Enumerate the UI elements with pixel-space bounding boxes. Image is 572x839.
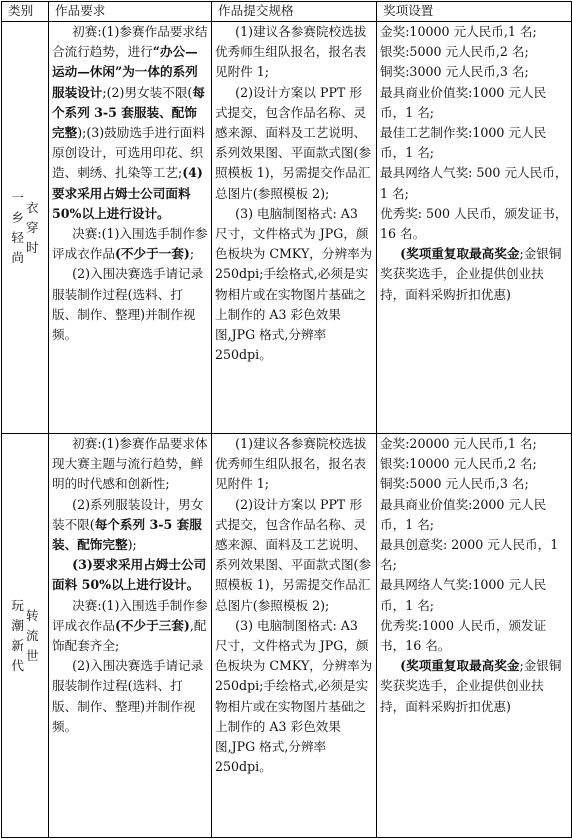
category-char: 衣 — [26, 199, 39, 215]
category-col-2 — [26, 606, 39, 666]
final-part: ,配饰配套齐全; — [52, 617, 207, 654]
specs-cell — [212, 22, 377, 434]
prelim-part: 初赛:(1)参赛作品要求结合流行趋势，进行 — [52, 24, 208, 60]
award-line: 金奖:10000 元人民币,1 名; — [380, 24, 537, 39]
final-text — [52, 224, 208, 264]
category-char: 尚 — [11, 249, 24, 265]
category-cell — [2, 434, 49, 838]
header-awards: 奖项设置 — [377, 2, 572, 22]
award-line: 最具商业价值奖:2000 元人民币，1 名; — [380, 496, 547, 532]
spec-1: (1)建议各参赛院校选拔优秀师生组队报名，报名表见附件 1; — [215, 436, 367, 492]
award-line: 最具网络人气奖: 500 元人民币，1 名; — [380, 165, 568, 201]
award-line: 金奖:20000 元人民币,1 名; — [380, 436, 537, 451]
final-part: 决赛:(1)入围选手制作参评成衣作品 — [52, 597, 208, 633]
category-col-1 — [11, 188, 24, 268]
category-char: 流 — [26, 627, 39, 643]
spec-2: (2)设计方案以 PPT 形式提交，包含作品名称、灵感来源、面料及工艺说明、系列效果图、平面款式图(参照模板 1)，另需提交作品汇总图片(参照模板 2); — [215, 84, 372, 201]
header-row — [2, 2, 572, 22]
spec-2: (2)设计方案以 PPT 形式提交，包含作品名称、灵感来源、面料及工艺说明、系列效果图、平面款式图(参照模板 1)，另需提交作品汇总图片(参照模板 2); — [215, 496, 372, 613]
category-col-1 — [11, 596, 24, 676]
category-char: 转 — [26, 607, 39, 623]
table-row — [2, 434, 572, 838]
award-note — [380, 656, 568, 717]
category-char: 轻 — [11, 229, 24, 245]
category-char: 世 — [26, 647, 39, 663]
requirements-cell — [49, 22, 212, 434]
award-note-bold: (奖项重复取最高奖金 — [400, 658, 520, 674]
prelim-bold: “办公—运动—休闲”为一体的系列服装设计 — [52, 44, 198, 100]
award-line: 最具创意奖: 2000 元人民币，1 名; — [380, 537, 559, 573]
award-line: 优秀奖:1000 人民币，颁发证书，16 名。 — [380, 617, 547, 654]
category-char: 时 — [26, 239, 39, 255]
prelim-text: 初赛:(1)参赛作品要求体现大赛主题与流行趋势，鲜明的时代感和创新性; — [52, 436, 208, 492]
award-line: 银奖:10000 元人民币,2 名; — [380, 456, 537, 472]
award-line: 铜奖:5000 元人民币,3 名; — [380, 476, 529, 492]
prelim-part: ); — [127, 537, 137, 553]
prelim-text — [52, 22, 208, 224]
prelim-part: (2)系列服装设计，男女装不限( — [52, 496, 204, 532]
award-line: 最具网络人气奖:1000 元人民币，1 名; — [380, 577, 547, 613]
category-cell — [2, 22, 49, 434]
specs-cell — [212, 434, 377, 838]
spec-1: (1)建议各参赛院校选拔优秀师生组队报名，报名表见附件 1; — [215, 24, 367, 80]
prelim-bold: 每个系列 3-5 套服装、配饰完整 — [52, 516, 202, 553]
spec-3: (3) 电脑制图格式: A3 尺寸，文件格式为 JPG，颜色板块为 CMKY，分辨率为 250dpi;手绘格式,必须是实物相片或在实物图片基础之上制作的 A3 彩色效果图,JPG 格式,分辨率 250dpi。 — [215, 617, 373, 775]
category-char: 新 — [11, 637, 24, 653]
competition-table — [1, 1, 572, 838]
award-line: 最具商业价值奖:1000 元人民币，1 名; — [380, 84, 547, 120]
award-note-rest: ;金银铜奖获奖选手，企业提供创业扶持，面料采购折扣优惠) — [380, 658, 562, 714]
prelim-part: ;(2)男女装不限( — [102, 84, 193, 100]
category-char: 潮 — [11, 617, 24, 633]
category-col-2 — [26, 198, 39, 258]
header-category: 类别 — [2, 2, 49, 22]
prelim-part: );(3)鼓励选手进行面料原创设计，可选用印花、织造、刺绣、扎染等工艺; — [52, 125, 205, 181]
category-char: 玩 — [11, 597, 24, 613]
header-requirements: 作品要求 — [49, 2, 212, 22]
award-line: 银奖:5000 元人民币,2 名; — [380, 44, 529, 60]
category-char: 乡 — [11, 209, 24, 225]
award-line: 最佳工艺制作奖:1000 元人民币，1 名; — [380, 125, 547, 161]
header-specs: 作品提交规格 — [212, 2, 377, 22]
spec-3: (3) 电脑制图格式: A3 尺寸，文件格式为 JPG，颜色板块为 CMKY，分辨率为 250dpi;手绘格式,必须是实物相片或在实物图片基础之上制作的 A3 彩色效果图,JPG 格式,分辨率 250dpi。 — [215, 205, 373, 363]
award-note-rest: ;金银铜奖获奖选手，企业提供创业扶持，面料采购折扣优惠) — [380, 246, 562, 302]
awards-cell — [377, 22, 572, 434]
prelim-text-3: (3)要求采用占姆士公司面料 50%以上进行设计。 — [52, 557, 207, 593]
final-part: 决赛:(1)入围选手制作参评成衣作品 — [52, 226, 208, 262]
category-char: 穿 — [26, 219, 39, 235]
award-line: 铜奖:3000 元人民币,3 名; — [380, 64, 529, 80]
final-bold: (不少于三套) — [114, 617, 190, 633]
prelim-bold: 每个系列 3-5 套服装、配饰完整 — [52, 84, 205, 141]
final-text — [52, 596, 208, 657]
table-row — [2, 22, 572, 434]
category-char: 一 — [11, 189, 24, 205]
final-bold: (不少于一套) — [114, 246, 190, 262]
award-note — [380, 244, 568, 305]
category-char: 代 — [11, 657, 24, 673]
prelim-bold: (4)要求采用占姆士公司面料 50%以上进行设计。 — [52, 165, 203, 221]
requirements-cell — [49, 434, 212, 838]
final-video-text: (2)入围决赛选手请记录服装制作过程(选料、打版、制作、整理)并制作视频。 — [52, 266, 204, 343]
award-note-bold: (奖项重复取最高奖金 — [400, 246, 520, 262]
award-line: 优秀奖: 500 人民币，颁发证书，16 名。 — [380, 205, 568, 242]
prelim-text-2 — [52, 495, 208, 556]
awards-cell — [377, 434, 572, 838]
final-part: ; — [189, 246, 195, 262]
final-video-text: (2)入围决赛选手请记录服装制作过程(选料、打版、制作、整理)并制作视频。 — [52, 658, 204, 734]
